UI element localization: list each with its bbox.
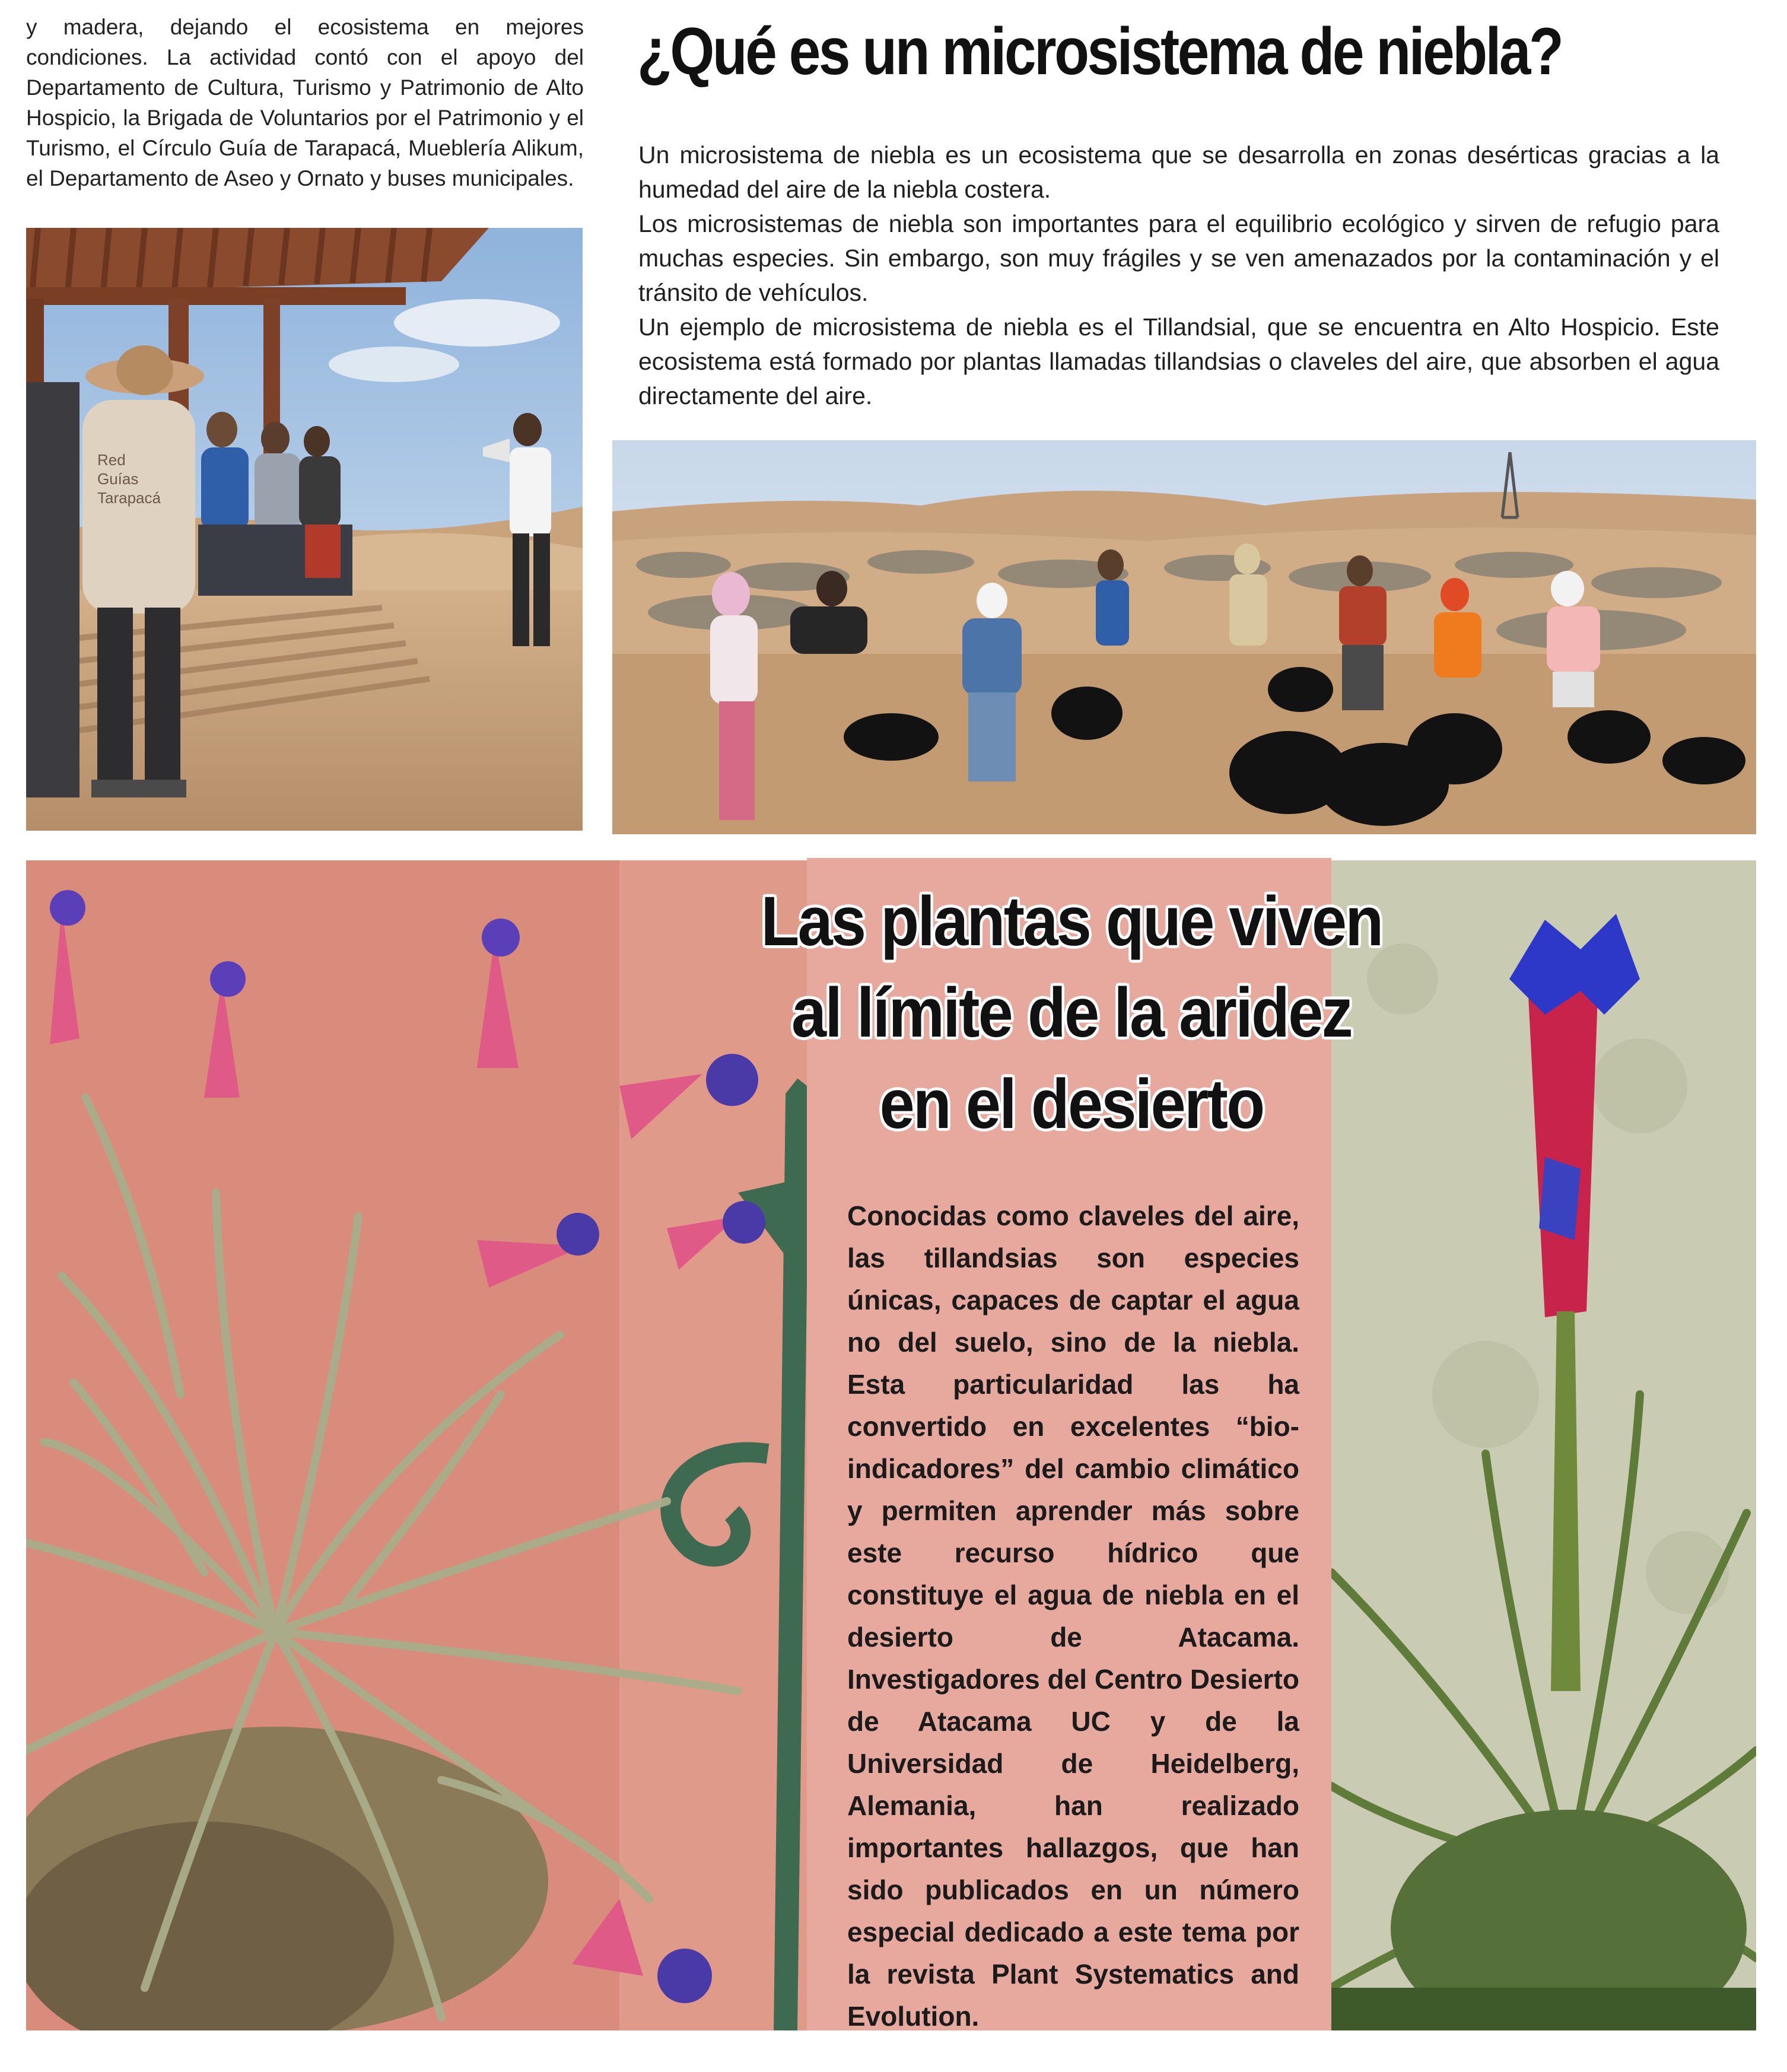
shirt-print-text: Guías xyxy=(97,470,139,488)
shirt-print-text: Red xyxy=(97,451,126,469)
tillandsia-wall-illustration xyxy=(26,860,807,2030)
feature-body xyxy=(847,1195,1299,2038)
article-body xyxy=(638,138,1719,413)
cleanup-photo-illustration xyxy=(612,440,1756,834)
feature-title-line-2: al límite de la aridez xyxy=(791,974,1352,1052)
article-headline: ¿Qué es un microsistema de niebla? xyxy=(637,14,1562,88)
article-paragraph-2: Los microsistemas de niebla son importantes para el equilibrio ecológico y sirven de refugio para muchas especies. Sin embargo, son muy frágiles y se ven amenazados por la contaminación y el tránsito de vehículos. xyxy=(638,210,1719,306)
article-paragraph-1: Un microsistema de niebla es un ecosistema que se desarrolla en zonas desérticas gracias a la humedad del aire de la niebla costera. xyxy=(638,141,1719,203)
pergola-photo-illustration xyxy=(26,228,583,831)
article-paragraph-3: Un ejemplo de microsistema de niebla es el Tillandsial, que se encuentra en Alto Hospicio. Este ecosistema está formado por plantas llamadas tillandsias o claveles del aire, que absorben el agua directamente del aire. xyxy=(638,313,1719,409)
photo-tillandsias-on-wall xyxy=(26,860,807,2030)
shirt-print-text: Tarapacá xyxy=(97,489,161,507)
feature-title-line-3: en el desierto xyxy=(879,1065,1264,1143)
feature-title-line-1: Las plantas que viven xyxy=(761,882,1382,961)
feature-paragraph: Conocidas como claveles del aire, las tillandsias son especies únicas, capaces de captar el agua no del suelo, sino de la niebla. Esta particularidad las ha convertido en excelentes “bio-indicadores” del cambio climático y permiten aprender más sobre este recurso hídrico que constituye el agua de niebla en el desierto de Atacama. Investigadores del Centro Desierto de Atacama UC y de la Universidad de Heidelberg, Alemania, han realizado importantes hallazgos, que han sido publicados en un número especial dedicado a este tema por la revista Plant Systematics and Evolution. xyxy=(847,1200,1299,2032)
photo-volunteers-cleanup xyxy=(612,440,1756,834)
intro-paragraph-block xyxy=(26,12,584,193)
photo-group-under-pergola xyxy=(26,228,583,831)
intro-paragraph: y madera, dejando el ecosistema en mejores condiciones. La actividad contó con el apoyo del Departamento de Cultura, Turismo y Patrimonio de Alto Hospicio, la Brigada de Voluntarios por el Patrimonio y el Turismo, el Círculo Guía de Tarapacá, Mueblería Alikum, el Departamento de Aseo y Ornato y buses municipales. xyxy=(26,15,584,190)
feature-title xyxy=(735,876,1408,1150)
